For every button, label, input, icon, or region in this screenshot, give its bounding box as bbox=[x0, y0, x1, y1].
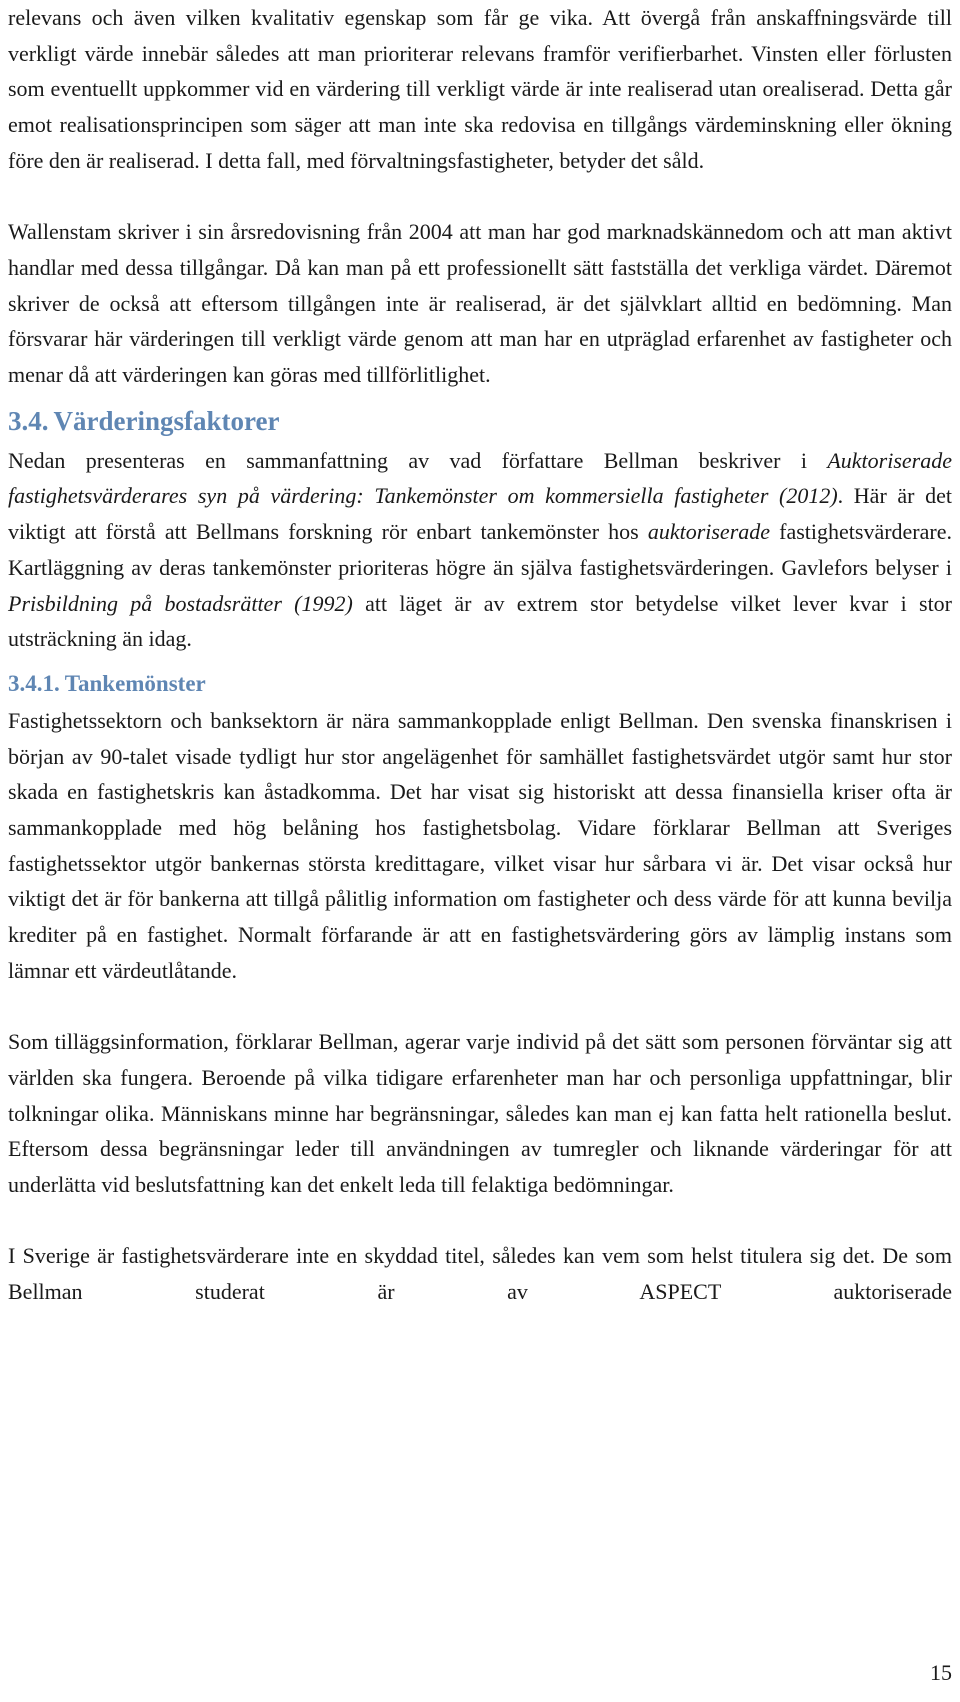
paragraph-fastighetssektorn: Fastighetssektorn och banksektorn är nära sammankopplade enligt Bellman. Den svenska finanskrisen i början av 90-talet visade tydligt hur stor angelägenhet för samhället fastighetsvärdet utgör samt hur stor skada en fastighetskris kan åstadkomma. Det har visat sig historiskt att dessa finansiella kriser ofta är sammankopplade med hög belåning hos fastighetsbolag. Vidare förklarar Bellman att Sveriges fastighetssektor utgör bankernas största kredittagare, vilket visar hur sårbara vi är. Det visar också hur viktigt det är för bankerna att tillgå pålitlig information om fastigheter och dess värde för att kunna bevilja krediter på en fastighet. Normalt förfarande är att en fastighetsvärdering görs av lämplig instans som lämnar ett värdeutlåtande. bbox=[8, 707, 952, 983]
paragraph-sverige-titel: I Sverige är fastighetsvärderare inte en skyddad titel, således kan vem som helst titulera sig det. De som Bellman studerat är av ASPECT auktoriserade bbox=[8, 1243, 952, 1305]
book-title-bellman: Auktoriserade fastighetsvärderares syn på värdering: Tankemönster om kommersiella fastigheter (2012) bbox=[8, 447, 952, 509]
section-title: Värderingsfaktorer bbox=[53, 405, 280, 436]
page-number: 15 bbox=[930, 1660, 952, 1685]
paragraph-gap bbox=[8, 1203, 952, 1239]
text-run: att läget är av extrem stor betydelse vilket lever kvar i stor utsträckning än idag. bbox=[8, 590, 953, 652]
subsection-number: 3.4.1. bbox=[8, 670, 60, 696]
subsection-title: Tankemönster bbox=[64, 670, 206, 696]
text-run: . Här är det viktigt att förstå att Bellmans forskning rör enbart tankemönster hos bbox=[8, 483, 952, 545]
emphasis-auktoriserade: auktoriserade bbox=[647, 519, 771, 545]
subsection-heading-3-4-1 bbox=[8, 657, 952, 703]
paragraph-bellman-summary bbox=[8, 443, 952, 657]
document-page bbox=[8, 0, 952, 1310]
text-run: Nedan presenteras en sammanfattning av vad författare Bellman beskriver i bbox=[8, 447, 828, 473]
section-number: 3.4. bbox=[8, 405, 49, 436]
paragraph-gap bbox=[8, 179, 952, 215]
paragraph-wallenstam: Wallenstam skriver i sin årsredovisning från 2004 att man har god marknadskännedom och att man aktivt handlar med dessa tillgångar. Då kan man på ett professionellt sätt fastställa det verkliga värdet. Däremot skriver de också att eftersom tillgången inte är realiserad, är det självklart alltid en bedömning. Man försvarar här värderingen till verkligt värde genom att man har en utpräglad erfarenhet av fastigheter och menar då att värderingen kan göras med tillförlitlighet. bbox=[8, 219, 952, 388]
section-heading-3-4 bbox=[8, 393, 952, 443]
book-title-gavlefors: Prisbildning på bostadsrätter (1992) bbox=[8, 590, 353, 616]
paragraph-verkligt-varde: relevans och även vilken kvalitativ egenskap som får ge vika. Att övergå från anskaffningsvärde till verkligt värde innebär således att man prioriterar relevans framför verifierbarhet. Vinsten eller förlusten som eventuellt uppkommer vid en värdering till verkligt värde är inte realiserad utan orealiserad. Detta går emot realisationsprincipen som säger att man inte ska redovisa en tillgångs värdeminskning eller ökning före den är realiserad. I detta fall, med förvaltningsfastigheter, betyder det såld. bbox=[8, 5, 952, 173]
text-run: fastighetsvärderare. Kartläggning av deras tankemönster prioriteras högre än själva fastighetsvärderingen. Gavlefors belyser i bbox=[8, 519, 952, 580]
paragraph-tillaggsinformation: Som tilläggsinformation, förklarar Bellman, agerar varje individ på det sätt som personen förväntar sig att världen ska fungera. Beroende på vilka tidigare erfarenheter man har och personliga uppfattningar, blir tolkningar olika. Människans minne har begränsningar, således kan man ej kan fatta helt rationella beslut. Eftersom dessa begränsningar leder till användningen av tumregler och liknande värderingar för att underlätta vid beslutsfattning kan det enkelt leda till felaktiga bedömningar. bbox=[8, 1029, 952, 1198]
paragraph-gap bbox=[8, 989, 952, 1025]
